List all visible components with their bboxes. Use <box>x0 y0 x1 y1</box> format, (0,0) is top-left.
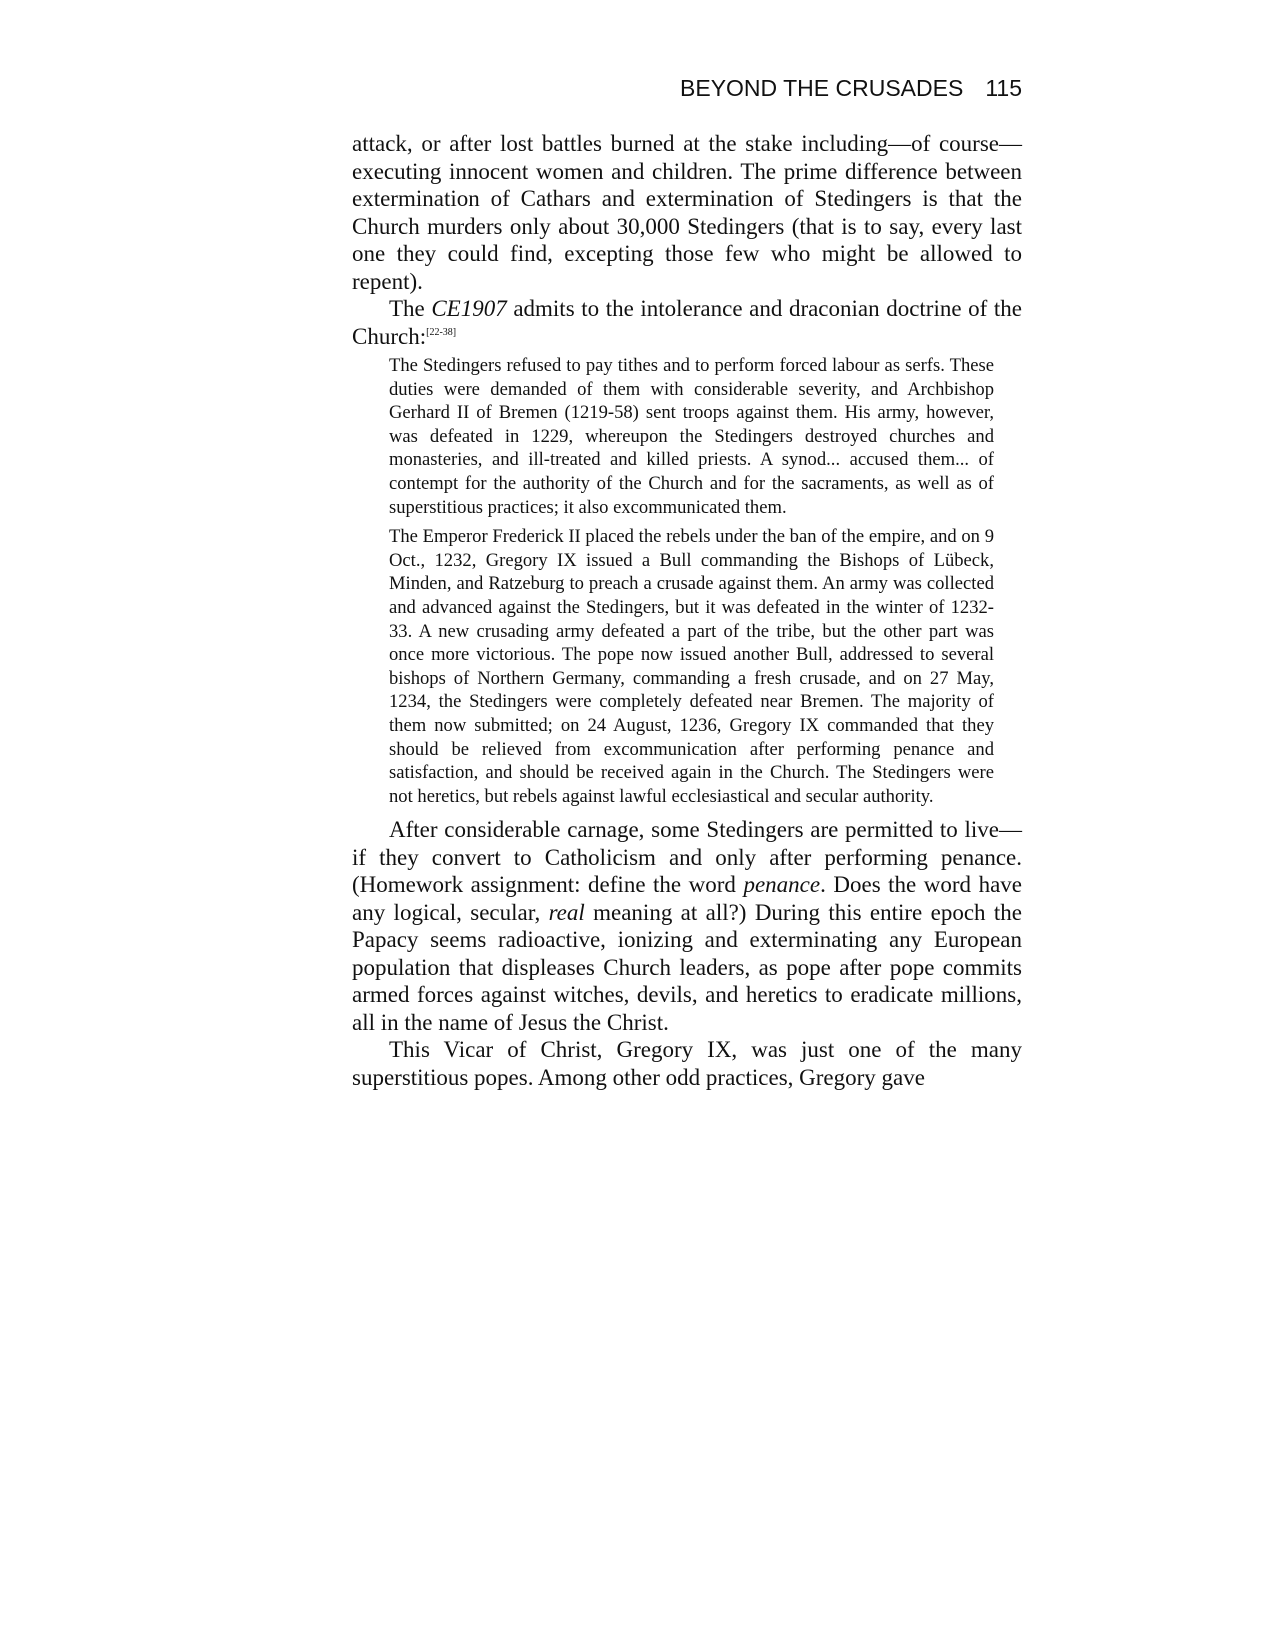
ce1907-emphasis: CE1907 <box>431 296 507 321</box>
paragraph-ce1907 <box>352 295 1022 350</box>
running-title: BEYOND THE CRUSADES <box>680 75 964 101</box>
footnote-reference: [22-38] <box>426 326 457 338</box>
block-quote <box>389 354 994 808</box>
real-emphasis: real <box>548 899 585 925</box>
page-number: 115 <box>985 75 1022 101</box>
carnage-text-2: . Does the word have any logical, secular, <box>352 872 1022 925</box>
paragraph-vicar: This Vicar of Christ, Gregory IX, was just one of the many superstitious popes. Among other odd practices, Gregory gave <box>352 1037 1022 1090</box>
quote-paragraph-1: The Stedingers refused to pay tithes and to perform forced labour as serfs. These duties were demanded of them with considerable severity, and Archbishop Gerhard II of Bremen (1219-58) sent troops against them. His army, however, was defeated in 1229, whereupon the Stedingers destroyed churches and monasteries, and ill-treated and killed priests. A synod... accused them... of contempt for the authority of the Church and for the sacraments, as well as of superstitious practices; it also excommunicated them. <box>389 355 994 518</box>
quote-paragraph-2: The Emperor Frederick II placed the rebels under the ban of the empire, and on 9 Oct., 1232, Gregory IX issued a Bull commanding the Bishops of Lübeck, Minden, and Ratzeburg to preach a crusade against them. An army was collected and advanced against the Stedingers, but it was defeated in the winter of 1232-33. A new crusading army defeated a part of the tribe, but the other part was once more victorious. The pope now issued another Bull, addressed to several bishops of Northern Germany, commanding a fresh crusade, and on 27 May, 1234, the Stedingers were completely defeated near Bremen. The majority of them now submitted; on 24 August, 1236, Gregory IX commanded that they should be relieved from excommunication after performing penance and satisfaction, and should be received again in the Church. The Stedingers were not heretics, but rebels against lawful ecclesiastical and secular authority. <box>389 526 994 807</box>
penance-emphasis: penance <box>743 872 821 898</box>
paragraph-continuation: attack, or after lost battles burned at the stake including—of course—executing innocent women and children. The prime difference between extermination of Cathars and extermination of Stedingers is that the Church murders only about 30,000 Stedingers (that is to say, every last one they could find, excepting those few who might be allowed to repent). <box>352 131 1022 294</box>
ce1907-text-after: admits to the intolerance and draconian doctrine of the Church: <box>352 296 1022 349</box>
main-text <box>352 130 1022 1091</box>
carnage-text-3: meaning at all?) During this entire epoch the Papacy seems radioactive, ionizing and exterminating any European population that displeases Church leaders, as pope after pope commits armed forces against witches, devils, and heretics to eradicate millions, all in the name of Jesus the Christ. <box>352 899 1022 1035</box>
carnage-text-1: After considerable carnage, some Stedingers are permitted to live—if they convert to Catholicism and only after performing penance. (Homework assignment: define the word <box>352 817 1022 898</box>
running-header <box>352 74 1022 102</box>
ce1907-text-before: The <box>389 296 432 321</box>
paragraph-carnage <box>352 816 1022 1036</box>
